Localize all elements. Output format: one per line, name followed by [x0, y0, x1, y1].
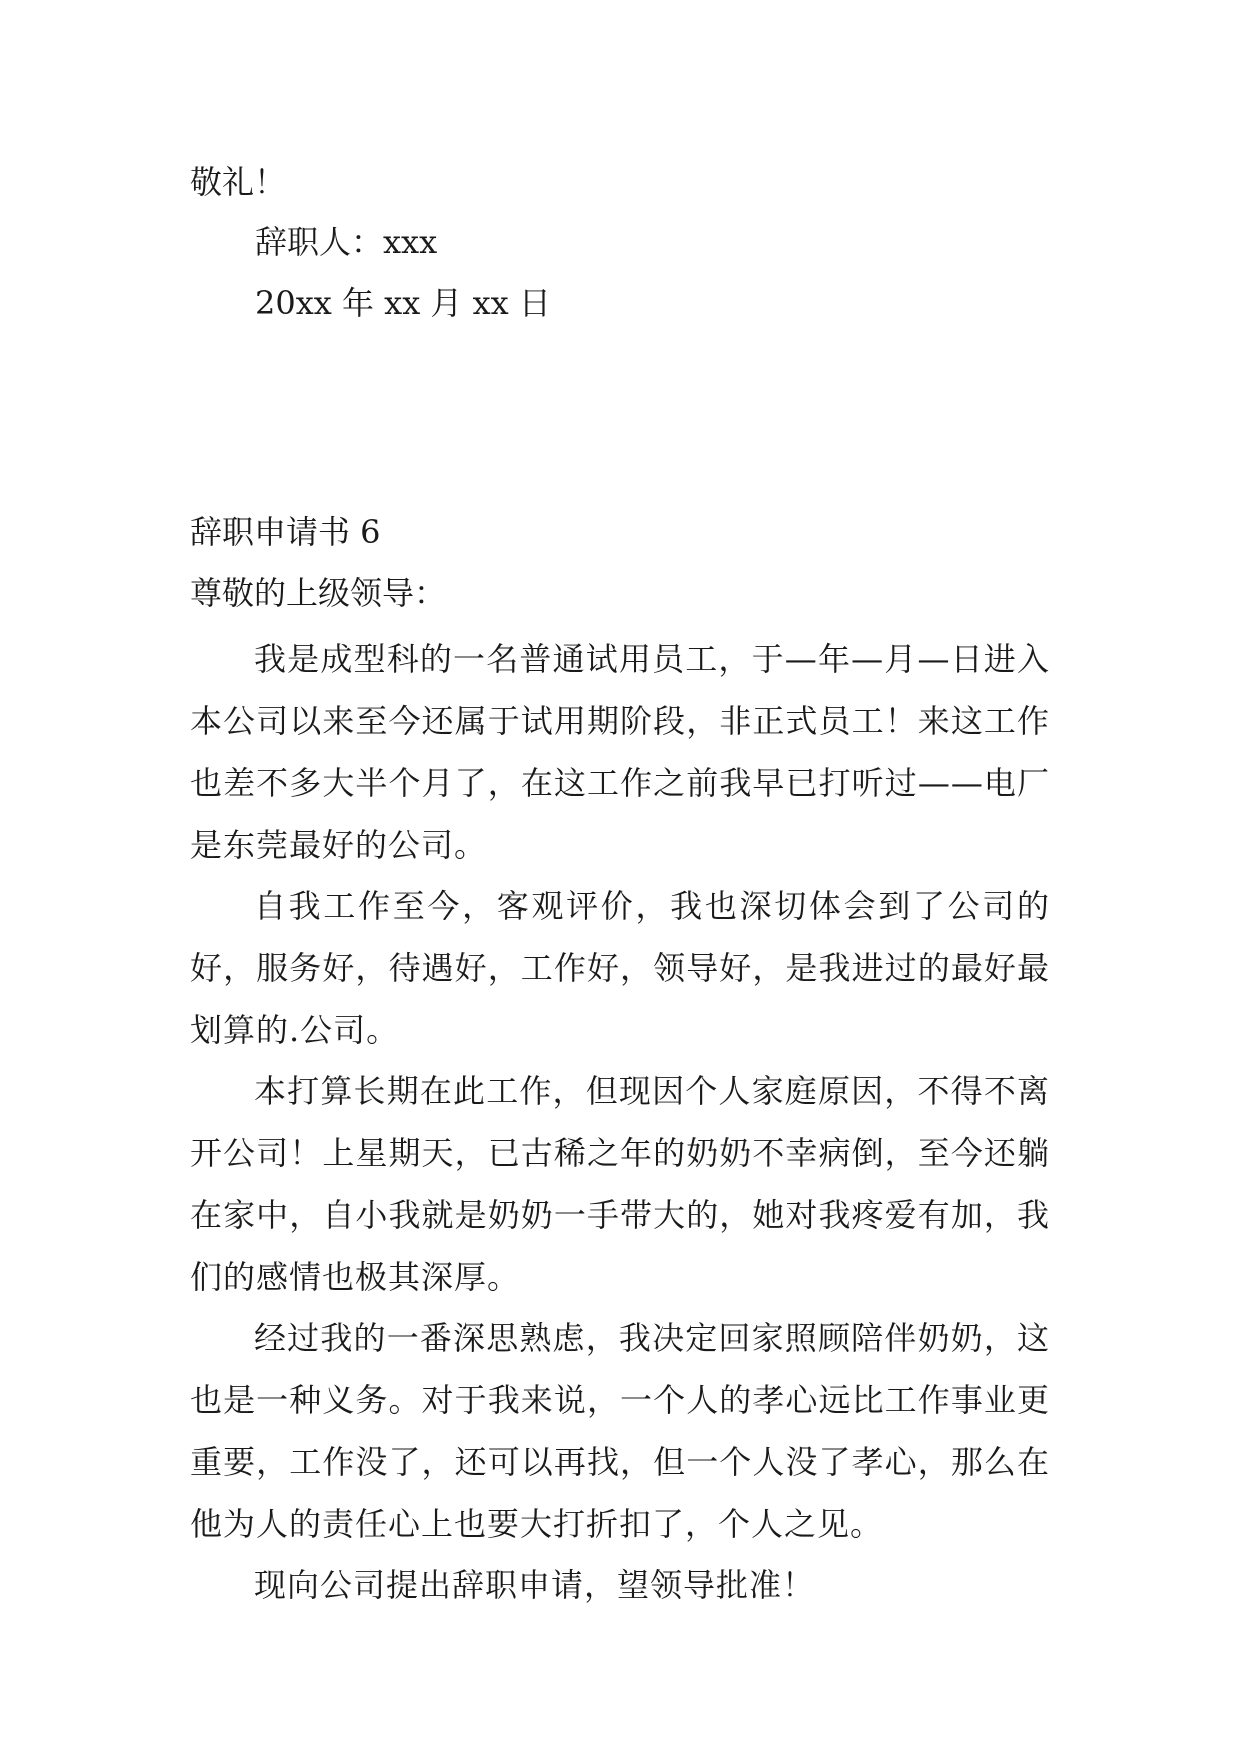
body-paragraph-2: 自我工作至今，客观评价，我也深切体会到了公司的好，服务好，待遇好，工作好，领导好，是我进过的最好最划算的.公司。	[190, 887, 1050, 1049]
signer-line: 辞职人：xxx	[255, 223, 438, 261]
body-paragraph-3: 本打算长期在此工作，但现因个人家庭原因，不得不离开公司！上星期天，已古稀之年的奶奶不幸病倒，至今还躺在家中，自小我就是奶奶一手带大的，她对我疼爱有加，我们的感情也极其深厚。	[190, 1072, 1050, 1296]
letter-title: 辞职申请书 6	[190, 513, 381, 551]
body-paragraph-5: 现向公司提出辞职申请，望领导批准！	[254, 1566, 816, 1604]
body-paragraph-1: 我是成型科的一名普通试用员工，于—年—月—日进入本公司以来至今还属于试用期阶段，非正式员工！来这工作也差不多大半个月了，在这工作之前我早已打听过——电厂是东莞最好的公司。	[190, 640, 1050, 864]
date-line: 20xx 年 xx 月 xx 日	[255, 284, 551, 322]
closing-salutation: 敬礼！	[190, 163, 287, 201]
letter-greeting: 尊敬的上级领导：	[190, 574, 447, 612]
body-paragraph-4: 经过我的一番深思熟虑，我决定回家照顾陪伴奶奶，这也是一种义务。对于我来说，一个人的孝心远比工作事业更重要，工作没了，还可以再找，但一个人没了孝心，那么在他为人的责任心上也要大打折扣了，个人之见。	[190, 1319, 1050, 1543]
